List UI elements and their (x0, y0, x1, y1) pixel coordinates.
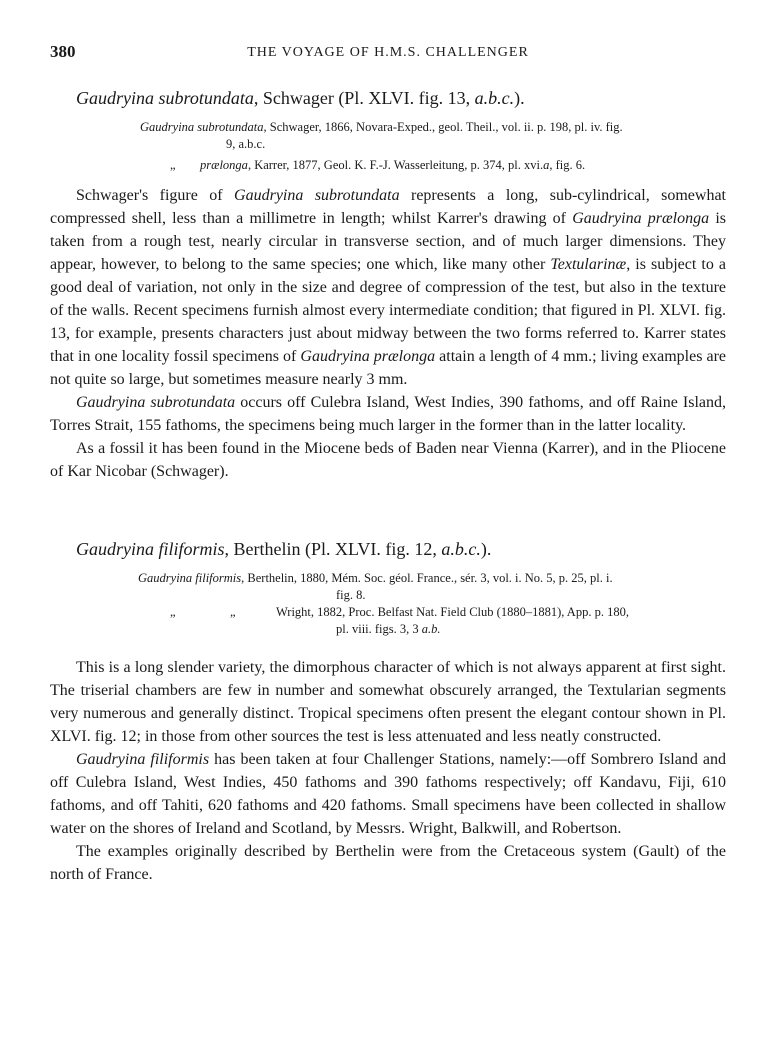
ditto-mark: „ (170, 158, 176, 172)
text-run: has been taken at four Challenger Stations, namely:—off Sombrero Island and off Culebra Island, West Indies, 450 fathoms and 390 fathoms respectively; off Kandavu, Fiji, 610 fathoms, and off Tahiti, 620 fathoms and 420 fathoms. Small specimens have been collected in shallow water on the shores of Ireland and Scotland, by Messrs. Wright, Balkwill, and Robertson. (50, 751, 726, 837)
heading-reference: , Berthelin (Pl. XLVI. fig. 12, (224, 539, 442, 559)
synonym-name: Gaudryina subrotundata (140, 120, 264, 134)
synonymy-entry (170, 157, 726, 174)
synonym-name: Gaudryina filiformis (138, 571, 242, 585)
synonymy-entry (170, 604, 726, 638)
text-run: attain a length of 4 mm.; living examples are not quite so large, but sometimes measure nearly 3 mm. (50, 348, 727, 388)
species-name: Gaudryina prælonga (300, 348, 436, 365)
ditto-mark: „ (170, 605, 176, 619)
text-run: occurs off Culebra Island, West Indies, 390 fathoms, and off Raine Island, Torres Strait, 155 fathoms, the specimens being much larger in the former than in the latter locality. (50, 394, 727, 434)
synonym-citation-continued: fig. 8. (336, 588, 366, 602)
synonym-citation: , Karrer, 1877, Geol. K. F.-J. Wasserleitung, p. 374, pl. xvi. (247, 158, 544, 172)
synonym-citation: Wright, 1882, Proc. Belfast Nat. Field Club (1880–1881), App. p. 180, (276, 605, 629, 619)
heading-reference: , Schwager (Pl. XLVI. fig. 13, (253, 88, 475, 108)
body-paragraph (50, 391, 726, 437)
synonym-citation-end: , fig. 6. (549, 158, 586, 172)
synonym-name: prælonga (200, 158, 248, 172)
page-number: 380 (50, 42, 76, 61)
synonym-citation: , Schwager, 1866, Novara-Exped., geol. Theil., vol. ii. p. 198, pl. iv. fig. (263, 120, 623, 134)
heading-figure-letters: a.b.c. (441, 539, 481, 559)
text-run: pl. viii. figs. 3, 3 (336, 622, 422, 636)
species-heading-filiformis (76, 539, 726, 560)
body-paragraph: This is a long slender variety, the dimorphous character of which is not always apparent at first sight. The triserial chambers are few in number and somewhat obscurely arranged, the Textularian segments very numerous and generally distinct. Tropical specimens often present the elegant contour shown in Pl. XLVI. fig. 12; in those from other sources the test is less attenuated and less neatly constructed. (50, 659, 726, 745)
species-name: Gaudryina subrotundata (76, 394, 236, 411)
running-title: THE VOYAGE OF H.M.S. CHALLENGER (247, 45, 529, 60)
synonym-citation-continued (170, 621, 726, 638)
heading-species-name: Gaudryina filiformis (76, 539, 225, 559)
body-paragraph (50, 184, 726, 391)
heading-species-name: Gaudryina subrotundata (76, 88, 254, 108)
text-run: is taken from a rough test, nearly circular in transverse section, and of much larger dimensions. They appear, however, to belong to the same species; one which, like many other (50, 210, 727, 273)
body-paragraph: The examples originally described by Berthelin were from the Cretaceous system (Gault) of the north of France. (50, 843, 726, 883)
species-name: Gaudryina subrotundata (234, 187, 400, 204)
figure-letters: a.b. (421, 622, 441, 636)
synonym-citation-italic: a (543, 158, 550, 172)
body-paragraph: As a fossil it has been found in the Miocene beds of Baden near Vienna (Karrer), and in the Pliocene of Kar Nicobar (Schwager). (50, 440, 726, 480)
body-paragraph (50, 748, 726, 840)
heading-end: ). (514, 88, 525, 108)
species-heading-subrotundata (76, 88, 726, 109)
section-divider (50, 495, 726, 523)
species-name: Gaudryina filiformis (76, 751, 210, 768)
text-run: represents a long, sub-cylindrical, somewhat compressed shell, less than a millimetre in length; whilst Karrer's drawing of (50, 187, 726, 227)
text-run: Schwager's figure of (76, 187, 235, 204)
ditto-mark: „ (230, 605, 236, 619)
synonymy-entry (140, 119, 726, 153)
species-name: Gaudryina prælonga (572, 210, 710, 227)
taxon-name: Textularinæ (550, 256, 627, 273)
synonym-citation: , Berthelin, 1880, Mém. Soc. géol. France., sér. 3, vol. i. No. 5, p. 25, pl. i. (241, 571, 613, 585)
synonymy-entry (138, 570, 726, 604)
synonym-citation-continued: 9, a.b.c. (226, 137, 266, 151)
heading-end: ). (480, 539, 492, 559)
page-header (50, 42, 726, 72)
text-run: , is subject to a good deal of variation, not only in the size and degree of compression of the test, but also in the texture of the walls. Recent specimens furnish almost every intermediate condition; that figured in Pl. XLVI. fig. 13, for example, presents characters just about midway between the two forms referred to. Karrer states that in one locality fossil specimens of (50, 256, 726, 365)
heading-figure-letters: a.b.c. (474, 88, 515, 108)
